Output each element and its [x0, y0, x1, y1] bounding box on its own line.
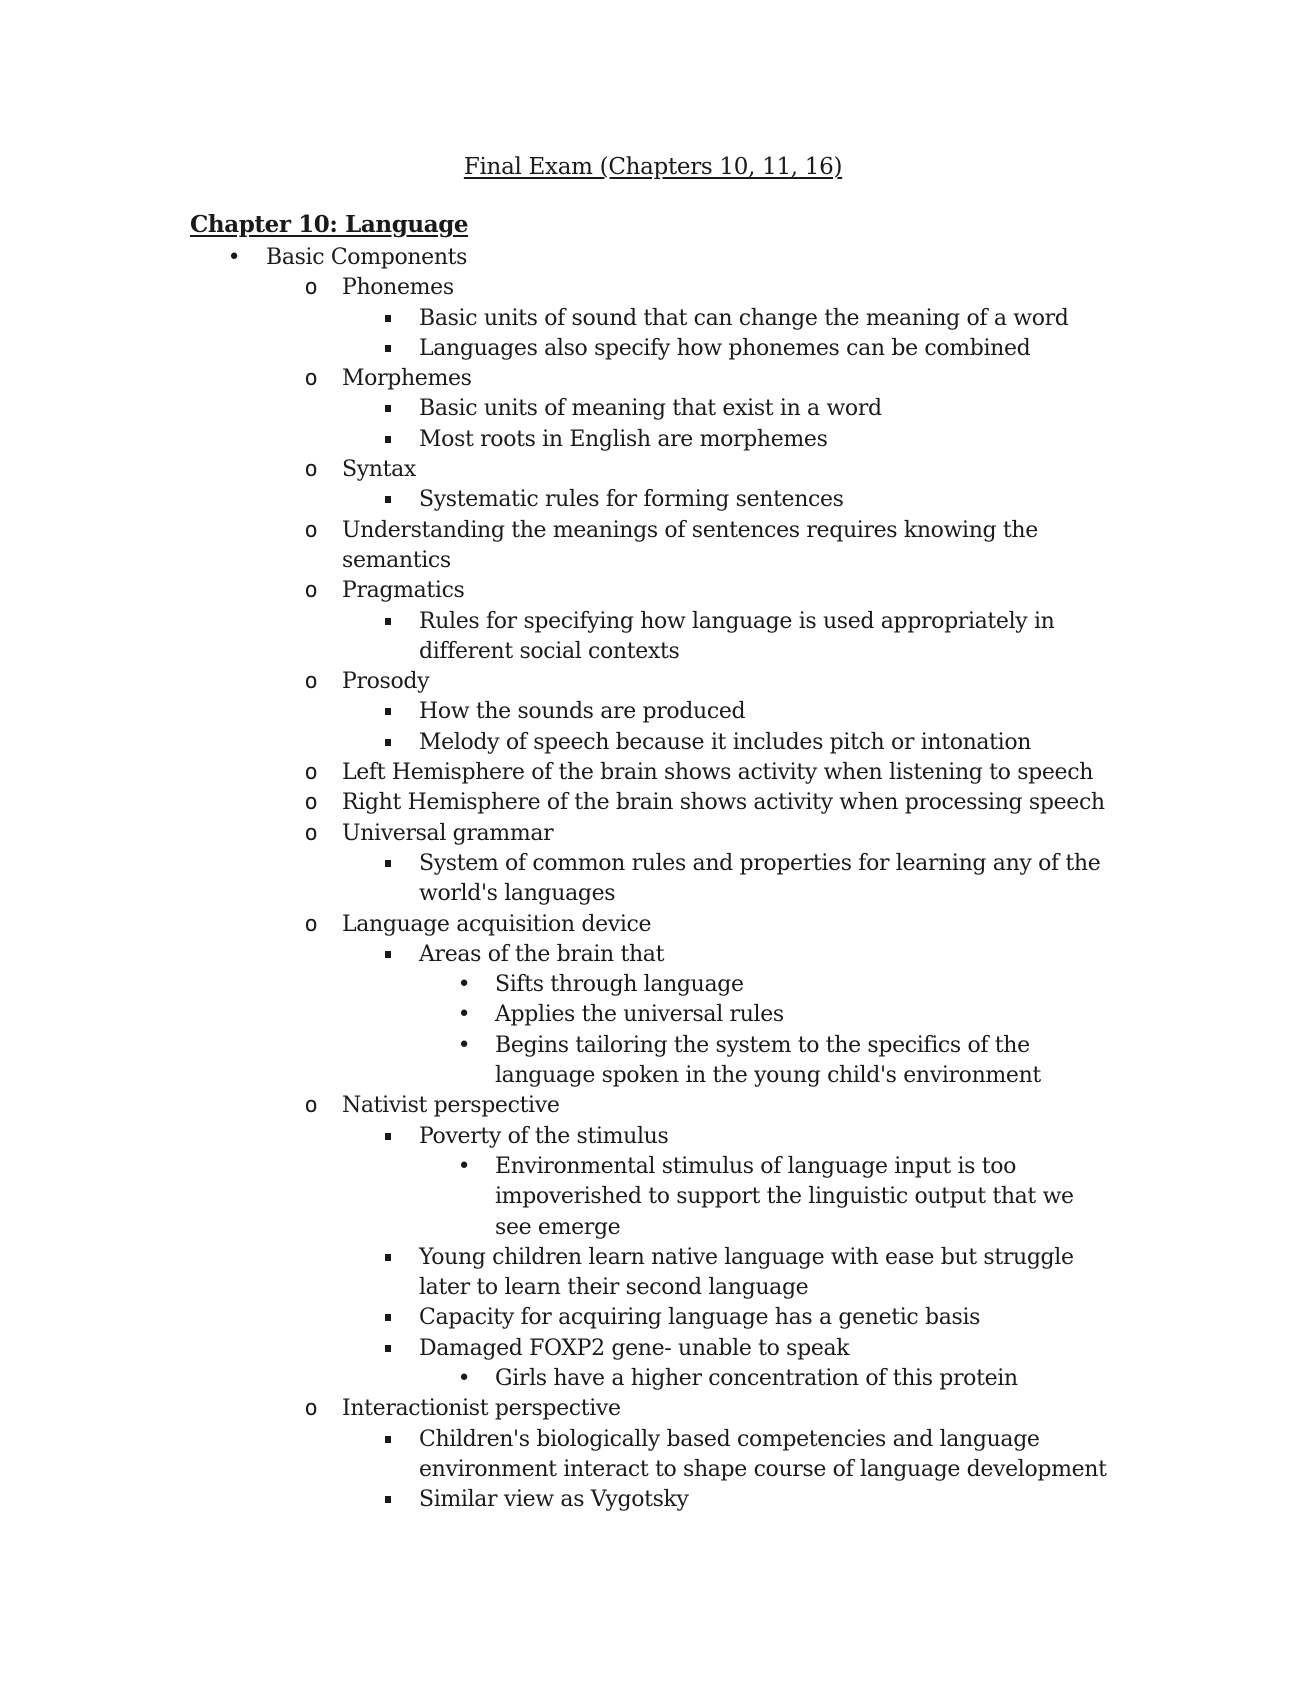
bullet-disc-icon: [452, 1152, 476, 1182]
outline-item-line: [0, 1243, 1306, 1273]
outline-item-text: Damaged FOXP2 gene- unable to speak: [419, 1335, 850, 1361]
outline-item-text: Systematic rules for forming sentences: [419, 487, 844, 513]
bullet-disc-icon: [452, 1031, 476, 1061]
outline-item-line: [0, 697, 1306, 727]
outline-item-line: [0, 1394, 1306, 1424]
outline-item-text: Interactionist perspective: [342, 1396, 621, 1422]
outline-item-line: [0, 334, 1306, 364]
bullet-disc-icon: [452, 970, 476, 1000]
outline-item-line: [0, 273, 1306, 303]
outline-item-text: Most roots in English are morphemes: [419, 426, 828, 452]
outline-item-text: Universal grammar: [342, 820, 554, 846]
outline-item-text: Morphemes: [342, 366, 472, 392]
outline-item-text: Areas of the brain that: [419, 941, 665, 967]
outline-item-line: [0, 1364, 1306, 1394]
bullet-square-icon: [376, 1243, 400, 1273]
outline-item-text: Basic Components: [266, 245, 468, 270]
outline-item-text: Languages also specify how phonemes can be combined: [419, 335, 1031, 361]
outline-item-text: Syntax: [342, 457, 416, 483]
outline-item-line: [0, 1000, 1306, 1030]
bullet-circle-icon: [299, 758, 323, 788]
outline-item-text: Rules for specifying how language is used appropriately in: [419, 608, 1055, 634]
outline-item-text: Girls have a higher concentration of this protein: [495, 1365, 1018, 1391]
outline-item-text: environment interact to shape course of language development: [419, 1456, 1107, 1482]
outline-item-line: [0, 1182, 1306, 1212]
outline-item-line: [0, 1273, 1306, 1303]
outline-item-line: [0, 516, 1306, 546]
bullet-circle-icon: [299, 819, 323, 849]
outline-item-line: [0, 637, 1306, 667]
bullet-square-icon: [376, 394, 400, 424]
outline-item-text: Capacity for acquiring language has a genetic basis: [419, 1305, 981, 1331]
outline-item-text: different social contexts: [419, 638, 680, 664]
bullet-square-icon: [376, 607, 400, 637]
bullet-square-icon: [376, 485, 400, 515]
outline-item-text: later to learn their second language: [419, 1275, 809, 1301]
outline-item-line: [0, 940, 1306, 970]
outline-item-line: [0, 1152, 1306, 1182]
bullet-square-icon: [376, 1425, 400, 1455]
outline-item-line: [0, 607, 1306, 637]
bullet-circle-icon: [299, 1091, 323, 1121]
bullet-square-icon: [376, 849, 400, 879]
outline-item-line: [0, 1455, 1306, 1485]
outline-item-text: System of common rules and properties for learning any of the: [419, 850, 1101, 876]
bullet-square-icon: [376, 1334, 400, 1364]
outline-item-line: [0, 1122, 1306, 1152]
outline-item-line: [0, 243, 1306, 273]
outline-item-line: [0, 1213, 1306, 1243]
bullet-square-icon: [376, 334, 400, 364]
outline-item-text: Right Hemisphere of the brain shows activity when processing speech: [342, 790, 1105, 816]
bullet-circle-icon: [299, 455, 323, 485]
outline-item-line: [0, 728, 1306, 758]
outline-item-text: Basic units of sound that can change the meaning of a word: [419, 305, 1069, 331]
outline-item-text: Sifts through language: [495, 972, 744, 998]
bullet-square-icon: [376, 697, 400, 727]
bullet-square-icon: [376, 425, 400, 455]
outline-item-line: [0, 364, 1306, 394]
outline-item-line: [0, 304, 1306, 334]
outline-item-line: [0, 758, 1306, 788]
outline-item-line: [0, 970, 1306, 1000]
bullet-circle-icon: [299, 910, 323, 940]
bullet-square-icon: [376, 1122, 400, 1152]
outline-item-text: How the sounds are produced: [419, 699, 746, 725]
bullet-circle-icon: [299, 364, 323, 394]
outline-item-text: Poverty of the stimulus: [419, 1123, 669, 1149]
outline-item-line: [0, 425, 1306, 455]
outline-item-text: Young children learn native language with ease but struggle: [419, 1244, 1074, 1270]
bullet-square-icon: [376, 304, 400, 334]
outline-item-text: Understanding the meanings of sentences requires knowing the: [342, 517, 1038, 543]
outline-item-text: Language acquisition device: [342, 911, 652, 937]
outline-item-text: Pragmatics: [342, 578, 465, 604]
outline-item-text: Nativist perspective: [342, 1093, 560, 1119]
outline-item-line: [0, 546, 1306, 576]
outline-item-text: Similar view as Vygotsky: [419, 1487, 689, 1513]
outline-item-line: [0, 1334, 1306, 1364]
outline-item-text: impoverished to support the linguistic output that we: [495, 1184, 1074, 1210]
outline-item-line: [0, 667, 1306, 697]
outline-item-text: semantics: [342, 547, 451, 573]
bullet-square-icon: [376, 1485, 400, 1515]
outline-list: [0, 243, 1306, 1515]
outline-item-text: Basic units of meaning that exist in a word: [419, 396, 882, 422]
outline-item-line: [0, 1031, 1306, 1061]
outline-item-line: [0, 394, 1306, 424]
outline-item-line: [0, 576, 1306, 606]
outline-item-line: [0, 910, 1306, 940]
bullet-disc-icon: [222, 243, 246, 273]
outline-item-text: Left Hemisphere of the brain shows activity when listening to speech: [342, 760, 1094, 786]
outline-item-line: [0, 485, 1306, 515]
outline-item-line: [0, 788, 1306, 818]
outline-item-text: Children's biologically based competencies and language: [419, 1426, 1040, 1452]
outline-item-text: Melody of speech because it includes pitch or intonation: [419, 729, 1032, 755]
outline-item-line: [0, 1091, 1306, 1121]
outline-item-text: Begins tailoring the system to the specifics of the: [495, 1032, 1030, 1058]
bullet-circle-icon: [299, 1394, 323, 1424]
bullet-circle-icon: [299, 273, 323, 303]
chapter-heading: Chapter 10: Language: [190, 211, 469, 238]
bullet-square-icon: [376, 728, 400, 758]
outline-item-line: [0, 1425, 1306, 1455]
outline-item-line: [0, 1303, 1306, 1333]
outline-item-text: Applies the universal rules: [495, 1002, 784, 1028]
bullet-square-icon: [376, 1303, 400, 1333]
bullet-disc-icon: [452, 1000, 476, 1030]
outline-item-text: language spoken in the young child's environment: [495, 1063, 1041, 1089]
bullet-circle-icon: [299, 516, 323, 546]
outline-item-line: [0, 455, 1306, 485]
bullet-square-icon: [376, 940, 400, 970]
outline-item-text: Phonemes: [342, 275, 454, 301]
bullet-circle-icon: [299, 788, 323, 818]
bullet-circle-icon: [299, 667, 323, 697]
bullet-circle-icon: [299, 576, 323, 606]
outline-item-text: world's languages: [419, 881, 616, 907]
page-title: Final Exam (Chapters 10, 11, 16): [463, 154, 843, 180]
outline-item-line: [0, 849, 1306, 879]
outline-item-line: [0, 1485, 1306, 1515]
bullet-disc-icon: [452, 1364, 476, 1394]
outline-item-text: Prosody: [342, 669, 430, 695]
outline-item-line: [0, 1061, 1306, 1091]
outline-item-text: see emerge: [495, 1214, 621, 1240]
outline-item-line: [0, 819, 1306, 849]
outline-item-line: [0, 879, 1306, 909]
outline-item-text: Environmental stimulus of language input is too: [495, 1153, 1017, 1179]
